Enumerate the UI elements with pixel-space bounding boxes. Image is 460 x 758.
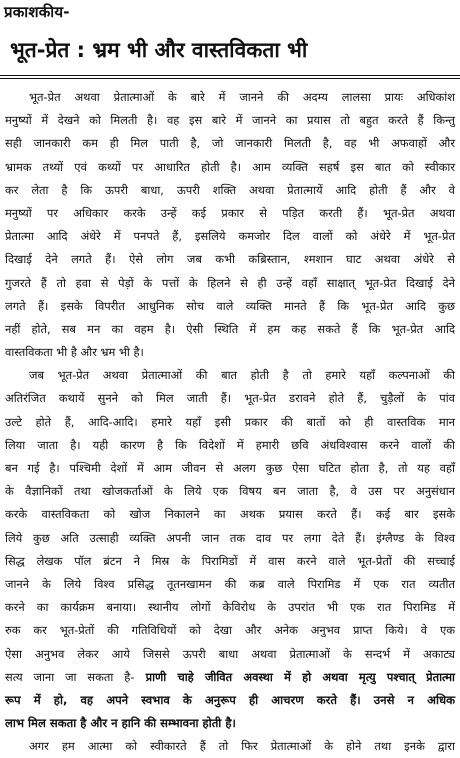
text-line: करके वास्तविकता को खोज निकालने का अथक प्रयास करते हैं। कई बार इसके (5, 507, 455, 522)
text-line: सिद्ध लेखक पॉल ब्रंटन ने मिस्र के पिरामिडों में वास करने वाले भूत-प्रेतों की सच्चाई (5, 553, 455, 568)
text-line: रूप में हो, वह अपने स्वभाव के अनुरूप ही आचरण करते हैं। उनसे न अधिक (5, 692, 455, 707)
text-line: उल्टे होते हैं, आदि-आदि। हमारे यहाँ इसी प्रकार की बातों को ही वास्तविक मान (5, 414, 455, 429)
text-line: सही जानकारी कम ही मिल पाती है, जो जानकारी मिलती है, वह भी अफवाहों और (5, 136, 455, 151)
text-line-bold: प्राणी चाहे जीवित अवस्था में हो अथवा मृत्यु पश्चात् प्रेतात्मा (134, 669, 456, 684)
text-line: के वैज्ञानिकों तथा खोजकर्ताओं के लिये एक विषय बन जाता है, वे उस पर अनुसंधान (5, 484, 455, 499)
text-line: जब भूत-प्रेत अथवा प्रेतात्माओं की बात होती है तो हमारे यहाँ कल्पनाओं की (29, 368, 455, 383)
text-line: प्रेतात्मा आदि अंधेरे में पनपते हैं, इसलिये कमजोर दिल वालों को अंधेरे में भूत-प्रेत (5, 229, 455, 244)
text-line: ऐसा अनुभव लेकर आये जिससे ऊपरी बाधा अथवा प्रेतात्माओं के सन्दर्भ में अकाट्य (5, 646, 455, 661)
text-line-plain: सत्य जाना जा सकता है- (5, 669, 135, 684)
text-line (5, 666, 455, 689)
text-line: लिया जाता है। यही कारण है कि विदेशों में हमारी छवि अंधविश्वास करने वालों की (5, 437, 455, 452)
text-line: नहीं होते, सब मन का वहम है। ऐसी स्थिति में हम कह सकते हैं कि भूत-प्रेत आदि (5, 321, 455, 336)
page-title: भूत-प्रेत : भ्रम भी और वास्तविकता भी (10, 38, 308, 62)
body-text (5, 86, 455, 758)
text-line: बन गई है। पश्चिमी देशों में आम जीवन से अलग कुछ ऐसा घटित होता है, तो यह वहाँ (5, 461, 455, 475)
text-line: मनुष्यों में देखने को मिलती है। वह इस बारे में जानने का प्रयास तो बहुत करते हैं किन्तु (5, 113, 455, 128)
text-line: लाभ मिल सकता है और न हानि की सम्भावना होती है। (5, 716, 236, 731)
title-rule-bottom (0, 78, 460, 79)
text-line: वास्तविकता भी है और भ्रम भी है। (5, 345, 144, 360)
text-line: भ्रामक तथ्यों एवं कथ्यों पर आधारित होती है। आम व्यक्ति सहर्ष इस बात को स्वीकार (5, 159, 455, 174)
text-line: जानने के लिये विश्व प्रसिद्ध तूतनखामन की कब्र वाले पिरामिड में एक रात व्यतीत (5, 576, 455, 591)
text-line: अतिरंजित कथायें सुनने को मिल जाती हैं। भूत-प्रेत डरावने होते हैं, चुड़ैलों के पांव (5, 391, 455, 406)
text-line: अगर हम आत्मा को स्वीकारते हैं तो फिर प्रेतात्माओं के होने तथा इनके द्वारा (29, 739, 455, 754)
text-line: दिखाई देने लगते हैं। ऐसे लोग जब कभी कब्रिस्तान, श्मशान घाट अथवा अंधेरे से (5, 252, 455, 267)
text-line: गुजरते हैं तो हवा से पेड़ों के पत्तों के हिलने से ही उन्हें वहाँ साक्षात् भूत-प्रेत दिखाई देने (5, 275, 455, 290)
text-line: रुक कर भूत-प्रेतों की गतिविधियों को देखा और अनेक अनुभव प्राप्त किये। वे एक (5, 623, 455, 638)
section-label: प्रकाशकीय- (4, 3, 70, 21)
text-line: लिये कुछ अति उत्साही व्यक्ति अपनी जान तक दाव पर लगा देते हैं। इंग्लैण्ड के विश्व (5, 530, 455, 545)
text-line: करने का कार्यक्रम बनाया। स्थानीय लोगों केविरोध के उपरांत भी एक रात पिरामिड में (5, 600, 455, 615)
title-rule-top (0, 75, 460, 76)
text-line: लगते हैं। इसके विपरीत आधुनिक सोच वाले व्यक्ति मानते हैं कि भूत-प्रेत आदि कुछ (5, 298, 455, 313)
text-line: मनुष्यों पर अधिकार करके उन्हें कई प्रकार से पड़ित करती हैं। भूत-प्रेत अथवा (5, 205, 455, 220)
text-line: भूत-प्रेत अथवा प्रेतात्माओं के बारे में जानने की अदम्य लालसा प्रायः अधिकांश (29, 90, 455, 104)
text-line: कर लेता है कि ऊपरी बाधा, ऊपरी शक्ति अथवा प्रेतात्मायें आदि होती हैं और वे (5, 182, 455, 197)
